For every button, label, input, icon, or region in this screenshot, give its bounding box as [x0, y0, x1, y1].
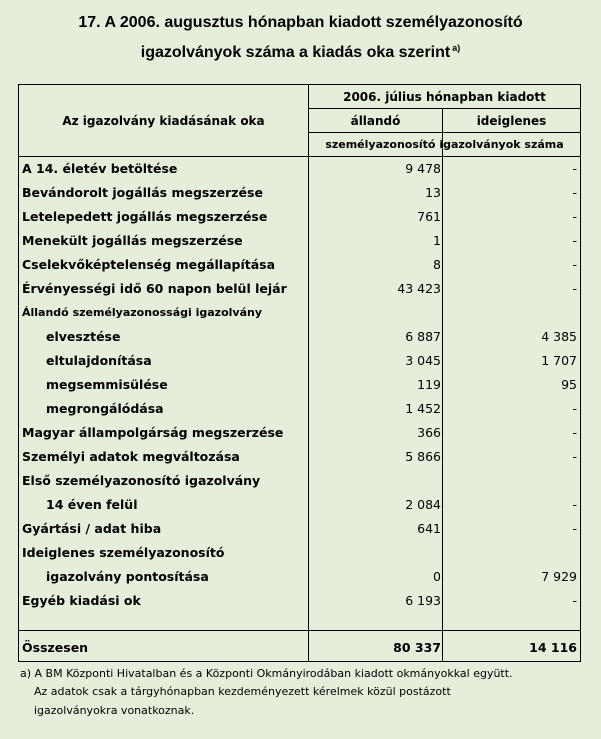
row-label: 14 éven felül: [46, 497, 138, 512]
header-permanent: állandó: [350, 113, 401, 128]
row-temporary-value: -: [572, 161, 577, 176]
row-temporary-value: -: [572, 233, 577, 248]
row-temporary-value: -: [572, 209, 577, 224]
table-row: [19, 301, 580, 325]
row-temporary-value: -: [572, 281, 577, 296]
total-permanent-value: 80 337: [393, 640, 441, 655]
table-row: [19, 421, 580, 445]
row-temporary-value: [443, 469, 577, 493]
data-table: [18, 84, 581, 662]
row-permanent-value: 761: [417, 209, 441, 224]
row-temporary-value: [443, 541, 577, 565]
row-temporary-value: -: [572, 425, 577, 440]
table-row: [19, 469, 580, 493]
row-label: Első személyazonosító igazolvány: [22, 473, 261, 488]
row-temporary-value: 95: [561, 377, 577, 392]
row-temporary-value: -: [572, 593, 577, 608]
row-label: Állandó személyazonossági igazolvány: [22, 306, 262, 319]
title-text-1: 17. A 2006. augusztus hónapban kiadott személyazonosító: [78, 14, 523, 31]
header-unit: személyazonosító igazolványok száma: [325, 138, 564, 151]
row-temporary-value: 4 385: [541, 329, 577, 344]
row-temporary-value: -: [572, 401, 577, 416]
table-row: [19, 229, 580, 253]
row-label: elvesztése: [46, 329, 121, 344]
row-label: igazolvány pontosítása: [46, 569, 209, 584]
table-title-line-2: [0, 37, 601, 64]
row-permanent-value: [308, 469, 441, 493]
header-temporary: ideiglenes: [476, 113, 547, 128]
table-row: [19, 493, 580, 517]
row-permanent-value: 13: [425, 185, 441, 200]
row-label: Bevándorolt jogállás megszerzése: [22, 185, 263, 200]
table-row: [19, 517, 580, 541]
row-label: Letelepedett jogállás megszerzése: [22, 209, 268, 224]
footnote-line-1: a) A BM Központi Hivatalban és a Központi Okmányirodában kiadott okmányokkal együtt.: [20, 667, 513, 680]
table-row: [19, 589, 580, 613]
row-permanent-value: 6 887: [405, 329, 441, 344]
title-text-2: igazolványok száma a kiadás oka szerint: [140, 44, 451, 61]
row-label: Egyéb kiadási ok: [22, 593, 141, 608]
table-row: [19, 205, 580, 229]
row-permanent-value: [308, 541, 441, 565]
row-label: eltulajdonítása: [46, 353, 152, 368]
table-row: [19, 349, 580, 373]
table-row: [19, 445, 580, 469]
row-label: megrongálódása: [46, 401, 164, 416]
row-temporary-value: -: [572, 497, 577, 512]
row-temporary-value: 1 707: [541, 353, 577, 368]
row-permanent-value: 8: [433, 257, 441, 272]
row-label: Magyar állampolgárság megszerzése: [22, 425, 284, 440]
row-label: Gyártási / adat hiba: [22, 521, 162, 536]
table-title-line-1: [0, 12, 601, 34]
row-temporary-value: -: [572, 257, 577, 272]
table-row: [19, 325, 580, 349]
row-permanent-value: 641: [417, 521, 441, 536]
header-reason: Az igazolvány kiadásának oka: [62, 114, 265, 128]
row-temporary-value: 7 929: [541, 569, 577, 584]
row-permanent-value: 43 423: [397, 281, 441, 296]
row-label: Érvényességi idő 60 napon belül lejár: [22, 281, 287, 296]
row-permanent-value: 1 452: [405, 401, 441, 416]
row-permanent-value: 3 045: [405, 353, 441, 368]
table-row: [19, 277, 580, 301]
row-label: Ideiglenes személyazonosító: [22, 545, 225, 560]
row-temporary-value: -: [572, 185, 577, 200]
total-label: Összesen: [22, 640, 89, 655]
table-row: [19, 181, 580, 205]
row-label: Menekült jogállás megszerzése: [22, 233, 243, 248]
table-row: [19, 157, 580, 181]
table-row: [19, 373, 580, 397]
total-row: [19, 636, 580, 660]
table-row: [19, 565, 580, 589]
row-temporary-value: -: [572, 521, 577, 536]
title-footnote-mark: a): [452, 43, 461, 53]
header-period: 2006. július hónapban kiadott: [343, 89, 546, 104]
row-label: megsemmisülése: [46, 377, 168, 392]
row-permanent-value: 366: [417, 425, 441, 440]
row-label: Cselekvőképtelenség megállapítása: [22, 257, 276, 272]
row-label: A 14. életév betöltése: [22, 161, 178, 176]
row-permanent-value: [308, 301, 441, 325]
footnote-line-2: Az adatok csak a tárgyhónapban kezdeményezett kérelmek közül postázott: [34, 685, 451, 698]
row-permanent-value: 1: [433, 233, 441, 248]
row-label: Személyi adatok megváltozása: [22, 449, 240, 464]
row-permanent-value: 119: [417, 377, 441, 392]
row-permanent-value: 0: [433, 569, 441, 584]
footnote-line-3: igazolványokra vonatkoznak.: [34, 704, 195, 717]
row-permanent-value: 2 084: [405, 497, 441, 512]
row-temporary-value: [443, 301, 577, 325]
table-row: [19, 541, 580, 565]
row-permanent-value: 9 478: [405, 161, 441, 176]
total-temporary-value: 14 116: [529, 640, 577, 655]
row-permanent-value: 6 193: [405, 593, 441, 608]
row-temporary-value: -: [572, 449, 577, 464]
total-divider: [19, 630, 580, 631]
table-row: [19, 397, 580, 421]
row-permanent-value: 5 866: [405, 449, 441, 464]
table-row: [19, 253, 580, 277]
